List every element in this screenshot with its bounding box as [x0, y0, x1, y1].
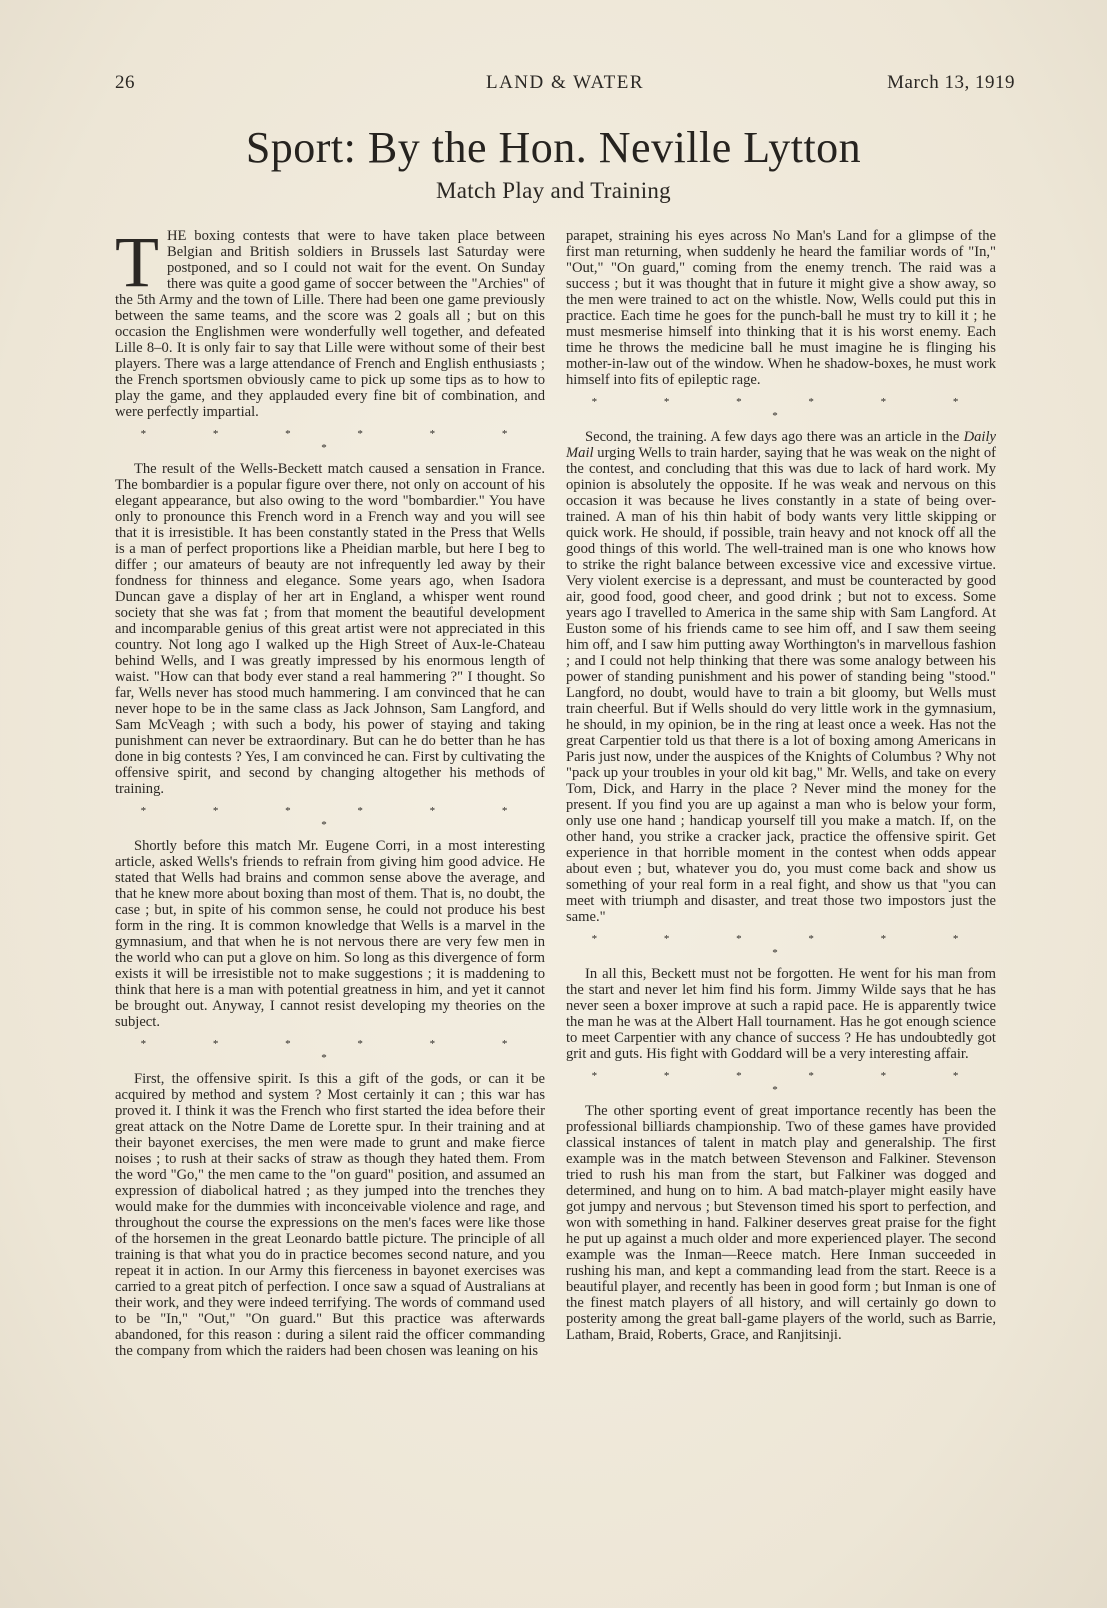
paragraph: THE boxing contests that were to have taken place between Belgian and British soldiers in Brussels last Saturday were postponed, and so I could not wait for the event. On Sunday there was quite a good game of soccer between the "Archies" of the 5th Army and the town of Lille. There had been one game previously between the same teams, and the score was 2 goals all ; but on this occasion the Englishmen were wonderfully well together, and defeated Lille 8–0. It is only fair to say that Lille were without some of their best players. There was a large attendance of French and English enthusiasts ; the French sportsmen obviously came to pick up some tips as to how to play the game, and they applauded every fine bit of combination, and were perfectly impartial. [115, 222, 545, 420]
paragraph: In all this, Beckett must not be forgotten. He went for his man from the start and never let him find his form. Jimmy Wilde says that he has never seen a boxer improve at such a rapid pace. He is apparently twice the man he was at the Albert Hall tournament. Has he got enough science to meet Carpentier with any chance of success ? He has undoubtedly got grit and guts. His fight with Goddard will be a very interesting affair. [566, 966, 996, 1062]
paragraph: The other sporting event of great importance recently has been the professional billiards championship. Two of these games have provided classical instances of talent in match play and generalship. The first example was in the match between Stevenson and Falkiner. Stevenson tried to rush his man from the start, but Falkiner was dogged and determined, and hung on to him. A bad match-player might easily have got jumpy and nervous ; but Stevenson timed his sport to perfection, and won with something in hand. Falkiner deserves great praise for the fight he put up against a much older and more experienced player. The second example was the Inman—Reece match. Here Inman succeeded in rushing his man, and kept a commanding lead from the start. Reece is a beautiful player, and recently has been in good form ; but Inman is one of the finest match players of all history, and will certainly go down to posterity among the great ball-game players of the world, such as Barrie, Latham, Braid, Roberts, Grace, and Ranjitsinji. [566, 1103, 996, 1343]
section-separator: * * * * * * * [140, 805, 540, 831]
paragraph: The result of the Wells-Beckett match caused a sensation in France. The bombardier is a popular figure over there, not only on account of his elegant appearance, but also owing to the word "bombardier." You have only to pronounce this French word in a French way and you will see that it is irresistible. It has been constantly stated in the Press that Wells is a man of perfect proportions like a Pheidian marble, but here I beg to differ ; our amateurs of beauty are not infrequently led away by their fondness for thinness and elegance. Some years ago, when Isadora Duncan gave a display of her art in England, a whisper went round society that she was fat ; from that moment the beautiful development and incomparable genius of this great artist were not appreciated in this country. Not long ago I walked up the High Street of Aux-le-Chateau behind Wells, and I was greatly impressed by his enormous length of waist. "How can that body ever stand a real hammering ?" I thought. So far, Wells never has stood much hammering. I am convinced that he can never hope to be in the same class as Jack Johnson, Sam Langford, and Sam McVeagh ; with such a body, his power of staying and taking punishment can never be extraordinary. But can he do better than he has done in big contests ? Yes, I am convinced he can. First by cultivating the offensive spirit, and second by changing altogether his methods of training. [115, 461, 545, 797]
page-number: 26 [115, 72, 135, 93]
paragraph: First, the offensive spirit. Is this a gift of the gods, or can it be acquired by method and system ? Most certainly it can ; this war has proved it. I think it was the French who first started the idea before their great attack on the Notre Dame de Lorette spur. In their training and at their bayonet exercises, the men were made to grunt and make fierce noises ; to rush at their sacks of straw as though they hated them. From the word "Go," the men came to the "on guard" position, and assumed an expression of diabolical hatred ; as they jumped into the trenches they would make for the dummies with inconceivable violence and rage, and throughout the course the expressions on the men's faces were like those of the horsemen in the great Leonardo battle picture. The principle of all training is that what you do in practice becomes second nature, and you repeat it in action. In our Army this fierceness in bayonet exercises was carried to a great pitch of perfection. I once saw a squad of Australians at their work, and they were indeed terrifying. The words of command used to be "In," "Out," "On guard." But this practice was afterwards abandoned, for this reason : during a silent raid the officer commanding the company from which the raiders had been chosen was leaning on his [115, 1071, 545, 1359]
newspaper-title: Daily Mail [566, 429, 996, 461]
drop-cap: T [115, 222, 159, 302]
running-head [115, 72, 1015, 96]
left-column [115, 222, 545, 1359]
issue-date: March 13, 1919 [887, 72, 1015, 93]
publication-name: LAND & WATER [485, 72, 645, 93]
right-column [566, 228, 996, 1343]
article-title: Sport: By the Hon. Neville Lytton [245, 123, 862, 172]
article-subtitle: Match Play and Training [436, 178, 671, 203]
section-separator: * * * * * * * [591, 1070, 991, 1096]
section-separator: * * * * * * * [140, 428, 540, 454]
section-separator: * * * * * * * [591, 933, 991, 959]
paragraph: parapet, straining his eyes across No Man's Land for a glimpse of the first man returning, when suddenly he heard the familiar words of "In," "Out," "On guard," coming from the enemy trench. The raid was a success ; but it was thought that in future it might give a show away, so the men were trained to act on the whistle. Now, Wells could put this in practice. Each time he goes for the punch-ball he must try to kill it ; he must mesmerise himself into thinking that it is his worst enemy. Each time he throws the medicine ball he must imagine he is flinging his mother-in-law out of the window. When he shadow-boxes, he must work himself into fits of epileptic rage. [566, 228, 996, 388]
section-separator: * * * * * * * [591, 396, 991, 422]
paragraph: Second, the training. A few days ago there was an article in the Daily Mail urging Wells to train harder, saying that he was weak on the night of the contest, and concluding that this was due to lack of hard work. My opinion is absolutely the opposite. If he was weak and nervous on this occasion it was because he lives constantly in a state of being over-trained. A man of his thin habit of body wants very little skipping or quick work. He should, if possible, train heavy and not knock off all the good things of this world. The well-trained man is one who knows how to strike the right balance between excessive vice and excessive virtue. Very violent exercise is a depressant, and must be counteracted by good air, good food, good cheer, and good drink ; but not to excess. Some years ago I travelled to America in the same ship with Sam Langford. At Euston some of his friends came to see him off, and I saw them seeing him off, and I saw him putting away Worthington's in marvellous fashion ; and I could not help thinking that there was some analogy between his power of standing punishment and his power of standing being "stood." Langford, no doubt, would have to train a bit gloomy, but Wells must train cheerful. But if Wells should do very little work in the gymnasium, he should, in my opinion, be in the ring at least once a week. Has not the great Carpentier told us that there is a lot of boxing among Americans in Paris just now, under the auspices of the Knights of Columbus ? Why not "pack up your troubles in your old kit bag," Mr. Wells, and take on every Tom, Dick, and Harry in the place ? Never mind the money for the present. If you find you are up against a man who is below your form, only use one hand ; handicap yourself till you make a match. If, on the other hand, you strike a cracker jack, practice the offensive spirit. Get experience in that horrible moment in the contest when odds appear about even ; but, whatever you do, you must come back and show us something of your real form in a real fight, and show us that "you can meet with triumph and disaster, and treat those two impostors just the same." [566, 429, 996, 925]
paragraph: Shortly before this match Mr. Eugene Corri, in a most interesting article, asked Wells's friends to refrain from giving him good advice. He stated that Wells had brains and common sense above the average, and that he knew more about boxing than most of them. That is, no doubt, the case ; but, in spite of his common sense, he could not produce his best form in the ring. It is common knowledge that Wells is a marvel in the gymnasium, and that when he is not nervous there are very few men in the world who can put a glove on him. So long as this divergence of form exists it will be irresistible not to make suggestions ; it is maddening to think that here is a man with potential greatness in him, and yet it cannot be brought out. Anyway, I cannot resist developing my theories on the subject. [115, 838, 545, 1030]
section-separator: * * * * * * * [140, 1038, 540, 1064]
